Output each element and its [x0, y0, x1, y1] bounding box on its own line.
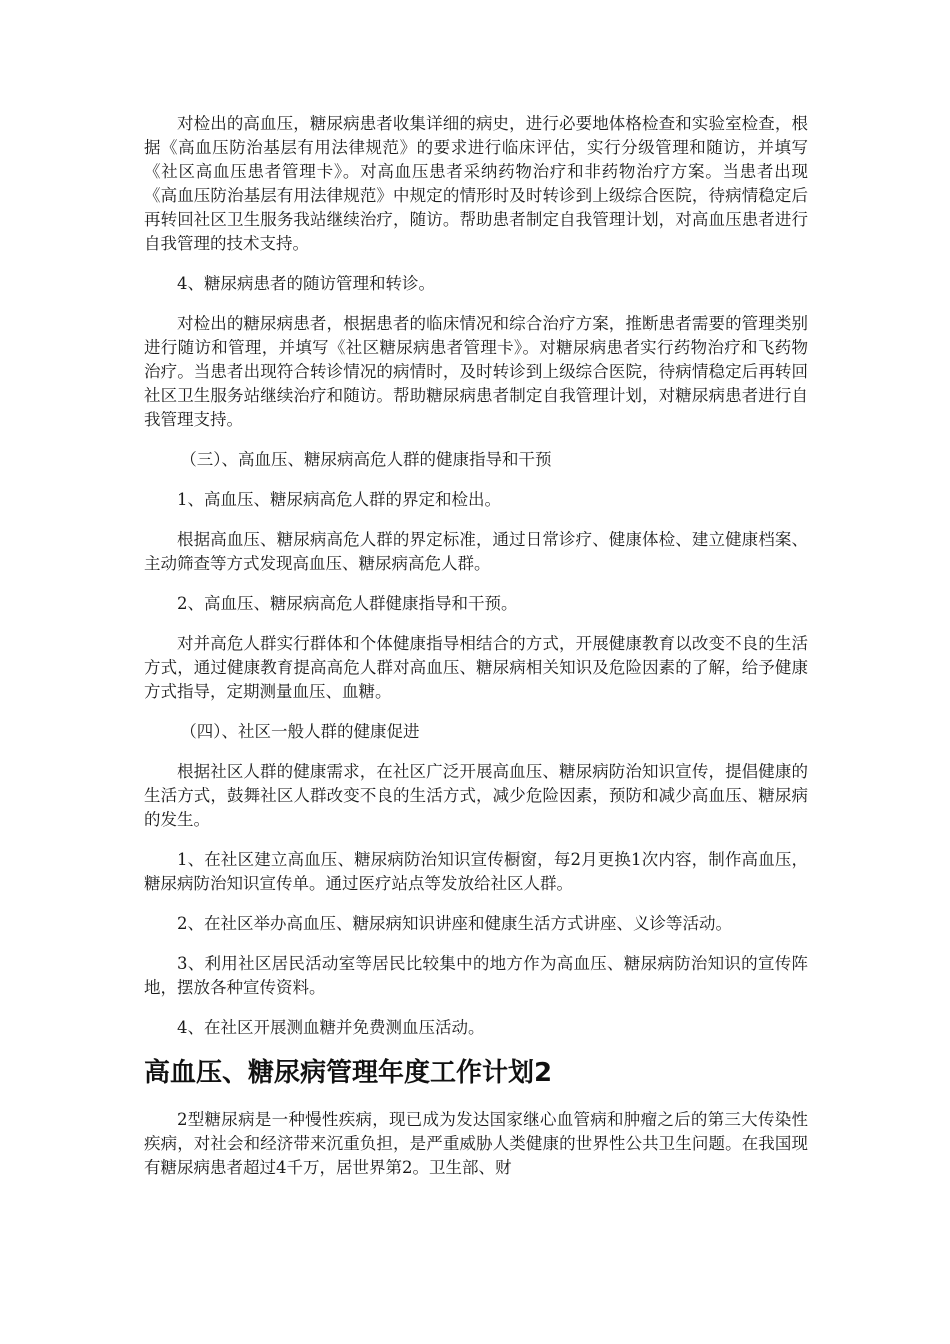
document-page [144, 112, 808, 1196]
paragraph-high-risk-definition: 根据高血压、糖尿病高危人群的界定标准，通过日常诊疗、健康体检、建立健康档案、主动筛查等方式发现高血压、糖尿病高危人群。 [144, 530, 808, 573]
paragraph-diabetes-management: 对检出的糖尿病患者，根据患者的临床情况和综合治疗方案，推断患者需要的管理类别进行随访和管理，并填写《社区糖尿病患者管理卡》。对糖尿病患者实行药物治疗和飞药物治疗。当患者出现符合转诊情况的病情时，及时转诊到上级综合医院，待病情稳定后再转回社区卫生服务站继续治疗和随访。帮助糖尿病患者制定自我管理计划，对糖尿病患者进行自我管理支持。 [144, 314, 808, 429]
paragraph-hypertension-management: 对检出的高血压，糖尿病患者收集详细的病史，进行必要地体格检查和实验室检查，根据《高血压防治基层有用法律规范》的要求进行临床评估，实行分级管理和随访，并填写《社区高血压患者管理卡》。对高血压患者采纳药物治疗和非药物治疗方案。当患者出现《高血压防治基层有用法律规范》中规定的情形时及时转诊到上级综合医院，待病情稳定后再转回社区卫生服务我站继续治疗，随访。帮助患者制定自我管理计划，对高血压患者进行自我管理的技术支持。 [144, 114, 808, 253]
paragraph-high-risk-guidance-title: 2、高血压、糖尿病高危人群健康指导和干预。 [177, 594, 518, 613]
paragraph-diabetes-followup-title: 4、糖尿病患者的随访管理和转诊。 [177, 274, 435, 293]
section-title-high-risk-groups: （三）、高血压、糖尿病高危人群的健康指导和干预 [180, 450, 552, 469]
paragraph-health-promotion: 根据社区人群的健康需求，在社区广泛开展高血压、糖尿病防治知识宣传，提倡健康的生活方式，鼓舞社区人群改变不良的生活方式，减少危险因素，预防和减少高血压、糖尿病的发生。 [144, 762, 808, 829]
paragraph-high-risk-guidance: 对并高危人群实行群体和个体健康指导相结合的方式，开展健康教育以改变不良的生活方式，通过健康教育提高高危人群对高血压、糖尿病相关知识及危险因素的了解，给予健康方式指导，定期测量血压、血糖。 [144, 634, 808, 701]
paragraph-high-risk-definition-title: 1、高血压、糖尿病高危人群的界定和检出。 [177, 490, 501, 509]
section-title-general-population: （四）、社区一般人群的健康促进 [180, 722, 420, 741]
paragraph-item-2: 2、在社区举办高血压、糖尿病知识讲座和健康生活方式讲座、义诊等活动。 [177, 914, 732, 933]
paragraph-item-4: 4、在社区开展测血糖并免费测血压活动。 [177, 1018, 485, 1037]
section-heading: 高血压、糖尿病管理年度工作计划2 [144, 1058, 553, 1088]
paragraph-item-1: 1、在社区建立高血压、糖尿病防治知识宣传橱窗，每2月更换1次内容，制作高血压，糖尿病防治知识宣传单。通过医疗站点等发放给社区人群。 [144, 850, 808, 893]
paragraph-type2-diabetes-intro: 2型糖尿病是一种慢性疾病，现已成为发达国家继心血管病和肿瘤之后的第三大传染性疾病，对社会和经济带来沉重负担，是严重威胁人类健康的世界性公共卫生问题。在我国现有糖尿病患者超过4千万，居世界第2。卫生部、财 [144, 1110, 808, 1177]
paragraph-item-3: 3、利用社区居民活动室等居民比较集中的地方作为高血压、糖尿病防治知识的宣传阵地，摆放各种宣传资料。 [144, 954, 808, 997]
